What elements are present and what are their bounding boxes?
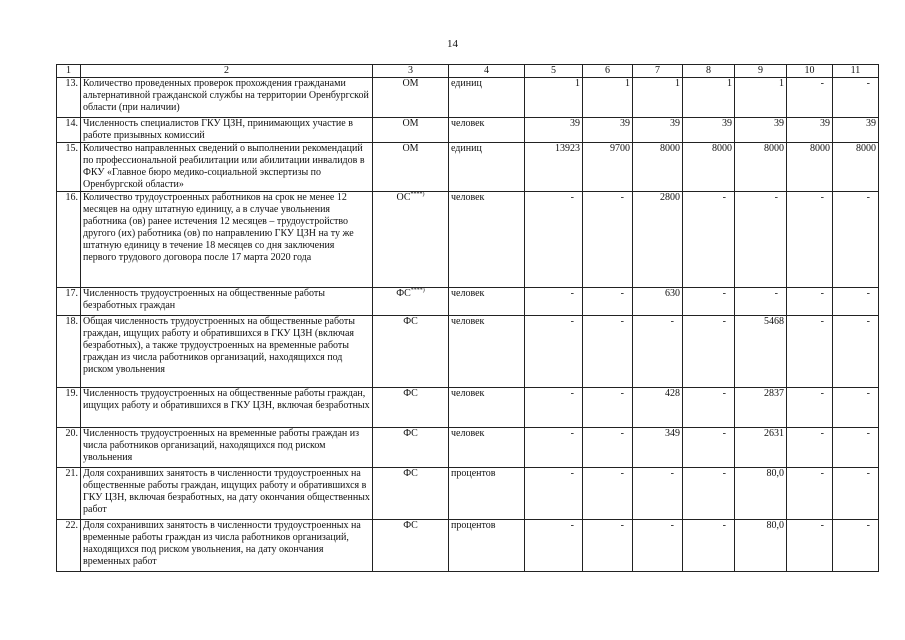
unit-of-measure: единиц — [449, 143, 525, 192]
value-cell: 39 — [583, 118, 633, 143]
value-cell: - — [833, 192, 879, 288]
indicator-type-cell — [373, 143, 449, 192]
indicator-type: ОМ — [402, 78, 419, 89]
value-cell: - — [633, 316, 683, 388]
table-row — [57, 78, 879, 118]
table-row — [57, 288, 879, 316]
row-number: 18. — [57, 316, 81, 388]
value-cell: 8000 — [683, 143, 735, 192]
indicator-type: ОС — [396, 192, 411, 203]
indicator-type: ФС — [403, 316, 418, 327]
column-header: 7 — [633, 65, 683, 78]
table-row — [57, 388, 879, 428]
value-cell: - — [787, 468, 833, 520]
indicator-type: ОМ — [402, 143, 419, 154]
footnote-marker: ****) — [410, 287, 425, 294]
value-cell: 39 — [833, 118, 879, 143]
indicator-type: ФС — [403, 428, 418, 439]
value-cell: 1 — [583, 78, 633, 118]
value-cell: - — [525, 316, 583, 388]
value-cell: 13923 — [525, 143, 583, 192]
indicator-name: Доля сохранивших занятость в численности трудоустроенных на общественные работы граждан, ищущих работу и обратившихся в ГКУ ЦЗН, включая безработных, на дату окончания общественных работ — [81, 468, 373, 520]
indicator-type-cell — [373, 520, 449, 572]
indicator-type-cell — [373, 428, 449, 468]
value-cell: 1 — [525, 78, 583, 118]
value-cell: - — [525, 520, 583, 572]
value-cell: 80,0 — [735, 520, 787, 572]
indicator-name: Численность специалистов ГКУ ЦЗН, принимающих участие в работе призывных комиссий — [81, 118, 373, 143]
value-cell: 630 — [633, 288, 683, 316]
value-cell: - — [833, 78, 879, 118]
indicators-table — [56, 64, 879, 572]
value-cell: 8000 — [633, 143, 683, 192]
value-cell: - — [735, 288, 787, 316]
value-cell: 39 — [633, 118, 683, 143]
value-cell: - — [583, 388, 633, 428]
indicator-type: ФС — [403, 520, 418, 531]
value-cell: - — [525, 192, 583, 288]
column-header: 10 — [787, 65, 833, 78]
value-cell: - — [683, 388, 735, 428]
value-cell: - — [583, 520, 633, 572]
value-cell: 8000 — [787, 143, 833, 192]
value-cell: - — [787, 78, 833, 118]
table-row — [57, 468, 879, 520]
row-number: 15. — [57, 143, 81, 192]
value-cell: 8000 — [735, 143, 787, 192]
value-cell: 1 — [633, 78, 683, 118]
value-cell: 2837 — [735, 388, 787, 428]
value-cell: 2631 — [735, 428, 787, 468]
value-cell: - — [833, 316, 879, 388]
row-number: 21. — [57, 468, 81, 520]
indicator-name: Численность трудоустроенных на общественные работы граждан, ищущих работу и обратившихся в ГКУ ЦЗН, включая безработных — [81, 388, 373, 428]
value-cell: - — [525, 388, 583, 428]
value-cell: 2800 — [633, 192, 683, 288]
table-body — [57, 78, 879, 572]
column-header: 4 — [449, 65, 525, 78]
value-cell: 428 — [633, 388, 683, 428]
footnote-marker: ****) — [410, 191, 425, 198]
row-number: 22. — [57, 520, 81, 572]
value-cell: - — [683, 288, 735, 316]
unit-of-measure: процентов — [449, 468, 525, 520]
value-cell: - — [787, 520, 833, 572]
unit-of-measure: единиц — [449, 78, 525, 118]
value-cell: 1 — [735, 78, 787, 118]
indicator-name: Количество трудоустроенных работников на срок не менее 12 месяцев на одну штатную единицу, а в случае увольнения работника (ов) ранее истечения 12 месяцев – трудоустройство другого (их) работника (ов) по направлению ГКУ ЦЗН на ту же штатную единицу в течение 18 месяцев со дня заключения первого трудового договора после 17 марта 2020 года — [81, 192, 373, 288]
value-cell: 1 — [683, 78, 735, 118]
indicator-type-cell — [373, 288, 449, 316]
row-number: 17. — [57, 288, 81, 316]
table-row — [57, 316, 879, 388]
value-cell: - — [787, 192, 833, 288]
value-cell: 80,0 — [735, 468, 787, 520]
value-cell: - — [833, 388, 879, 428]
indicator-name: Количество направленных сведений о выполнении рекомендаций по профессиональной реабилитации или абилитации инвалидов в ФКУ «Главное бюро медико-социальной экспертизы по Оренбургской области» — [81, 143, 373, 192]
value-cell: 5468 — [735, 316, 787, 388]
indicator-type-cell — [373, 78, 449, 118]
value-cell: - — [525, 288, 583, 316]
unit-of-measure: человек — [449, 288, 525, 316]
value-cell: 39 — [525, 118, 583, 143]
unit-of-measure: человек — [449, 428, 525, 468]
value-cell: - — [583, 192, 633, 288]
column-header: 6 — [583, 65, 633, 78]
table-row — [57, 192, 879, 288]
value-cell: - — [583, 468, 633, 520]
table-row — [57, 428, 879, 468]
indicator-name: Численность трудоустроенных на временные работы граждан из числа работников организаций, находящихся под риском увольнения — [81, 428, 373, 468]
value-cell: - — [833, 288, 879, 316]
unit-of-measure: человек — [449, 316, 525, 388]
value-cell: 9700 — [583, 143, 633, 192]
value-cell: - — [787, 388, 833, 428]
value-cell: - — [525, 468, 583, 520]
indicator-type-cell — [373, 468, 449, 520]
value-cell: 8000 — [833, 143, 879, 192]
value-cell: - — [683, 468, 735, 520]
row-number: 20. — [57, 428, 81, 468]
value-cell: 349 — [633, 428, 683, 468]
indicator-type-cell — [373, 118, 449, 143]
value-cell: - — [633, 468, 683, 520]
value-cell: - — [683, 316, 735, 388]
page-number: 14 — [447, 38, 458, 50]
unit-of-measure: человек — [449, 388, 525, 428]
value-cell: - — [683, 192, 735, 288]
indicator-name: Количество проведенных проверок прохождения гражданами альтернативной гражданской службы на территории Оренбургской области (при наличии) — [81, 78, 373, 118]
column-header: 11 — [833, 65, 879, 78]
value-cell: - — [683, 520, 735, 572]
unit-of-measure: человек — [449, 192, 525, 288]
indicator-type: ФС — [396, 288, 411, 299]
value-cell: - — [833, 468, 879, 520]
value-cell: - — [735, 192, 787, 288]
value-cell: 39 — [683, 118, 735, 143]
indicator-name: Численность трудоустроенных на общественные работы безработных граждан — [81, 288, 373, 316]
indicator-type: ФС — [403, 468, 418, 479]
value-cell: - — [525, 428, 583, 468]
row-number: 13. — [57, 78, 81, 118]
table-row — [57, 143, 879, 192]
indicator-type-cell — [373, 316, 449, 388]
value-cell: - — [787, 428, 833, 468]
column-header: 9 — [735, 65, 787, 78]
column-header: 3 — [373, 65, 449, 78]
column-header: 1 — [57, 65, 81, 78]
value-cell: - — [583, 316, 633, 388]
unit-of-measure: процентов — [449, 520, 525, 572]
indicator-type: ОМ — [402, 118, 419, 129]
value-cell: - — [683, 428, 735, 468]
table-row — [57, 118, 879, 143]
value-cell: - — [833, 428, 879, 468]
indicator-type: ФС — [403, 388, 418, 399]
indicator-name: Доля сохранивших занятость в численности трудоустроенных на временные работы граждан из числа работников организаций, находящихся под риском увольнения, на дату окончания временных работ — [81, 520, 373, 572]
column-header: 8 — [683, 65, 735, 78]
column-header: 5 — [525, 65, 583, 78]
row-number: 19. — [57, 388, 81, 428]
value-cell: - — [583, 428, 633, 468]
indicator-type-cell — [373, 192, 449, 288]
table-row — [57, 520, 879, 572]
value-cell: 39 — [787, 118, 833, 143]
value-cell: - — [583, 288, 633, 316]
value-cell: - — [787, 288, 833, 316]
column-header: 2 — [81, 65, 373, 78]
value-cell: - — [633, 520, 683, 572]
header-row — [57, 65, 879, 78]
row-number: 16. — [57, 192, 81, 288]
indicator-type-cell — [373, 388, 449, 428]
value-cell: - — [833, 520, 879, 572]
indicator-name: Общая численность трудоустроенных на общественные работы граждан, ищущих работу и обратившихся в ГКУ ЦЗН (включая безработных), а также трудоустроенных на временные работы граждан из числа работников организаций, находящихся под риском увольнения — [81, 316, 373, 388]
row-number: 14. — [57, 118, 81, 143]
value-cell: 39 — [735, 118, 787, 143]
value-cell: - — [787, 316, 833, 388]
unit-of-measure: человек — [449, 118, 525, 143]
